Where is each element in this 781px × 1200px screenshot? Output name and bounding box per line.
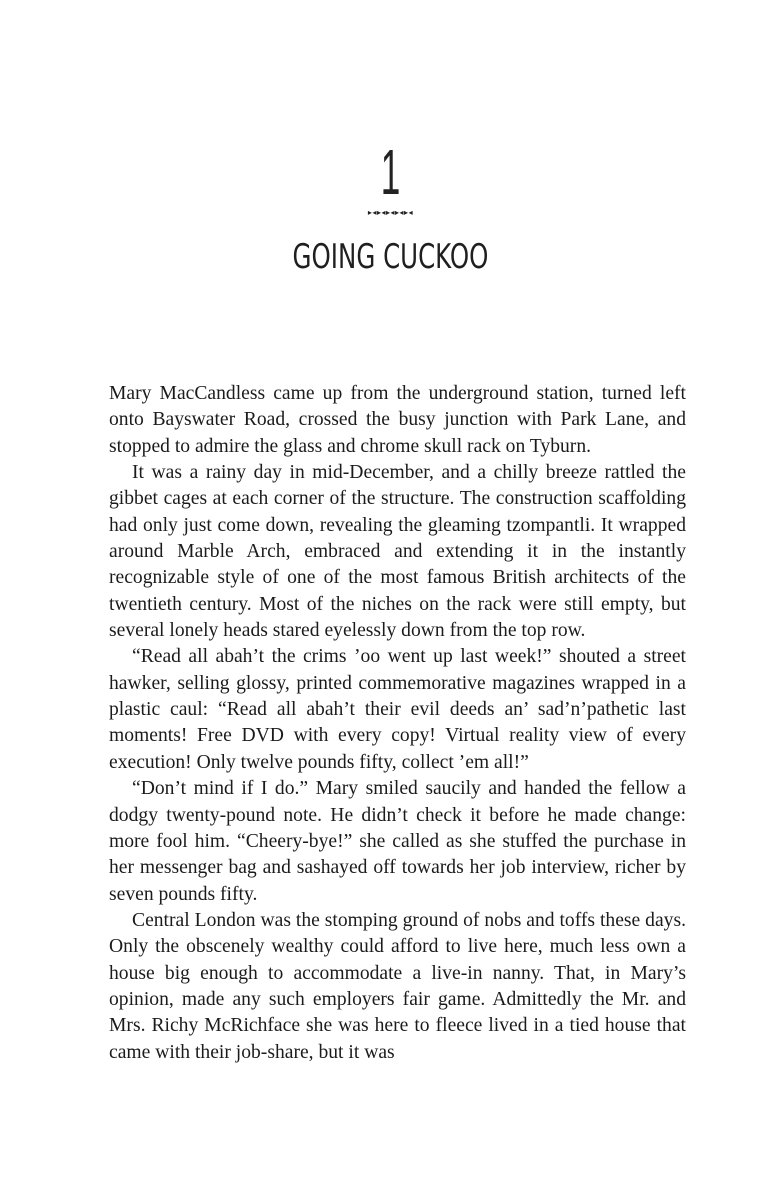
paragraph-3: “Read all abah’t the crims ’oo went up last week!” shouted a street hawker, selling glossy, printed commemorative magazines wrapped in a plastic caul: “Read all abah’t their evil deeds an’ sad’n’pathetic last moments! Free DVD with every copy! Virtual reality view of every execution! Only twelve pounds fifty, collect ’em all!” [109, 646, 686, 773]
paragraph-1: Mary MacCandless came up from the underground station, turned left onto Bayswater Road, crossed the busy junction with Park Lane, and stopped to admire the glass and chrome skull rack on Tyburn. [109, 383, 686, 457]
chapter-number: 1 [380, 136, 401, 208]
chapter-ornament: ▸◂▸◂▸◂▸◂▸◂ [367, 208, 414, 217]
chapter-body [109, 381, 686, 1066]
paragraph-5: Central London was the stomping ground of nobs and toffs these days. Only the obscenely wealthy could afford to live here, much less own a house big enough to accommodate a live-in nanny. That, in Mary’s opinion, made any such employers fair game. Admittedly the Mr. and Mrs. Richy McRichface she was here to fleece lived in a tied house that came with their job-share, but it was [109, 909, 686, 1063]
chapter-title: GOING CUCKOO [292, 237, 489, 277]
paragraph-2: It was a rainy day in mid-December, and a chilly breeze rattled the gibbet cages at each corner of the structure. The construction scaffolding had only just come down, revealing the gleaming tzompantli. It wrapped around Marble Arch, embraced and extending it in the instantly recognizable style of one of the most famous British architects of the twentieth century. Most of the niches on the rack were still empty, but several lonely heads stared eyelessly down from the top row. [109, 462, 686, 642]
paragraph-4: “Don’t mind if I do.” Mary smiled saucily and handed the fellow a dodgy twenty-pound note. He didn’t check it before he made change: more fool him. “Cheery-bye!” she called as she stuffed the purchase in her messenger bag and sashayed off towards her job interview, richer by seven pounds fifty. [109, 778, 686, 905]
